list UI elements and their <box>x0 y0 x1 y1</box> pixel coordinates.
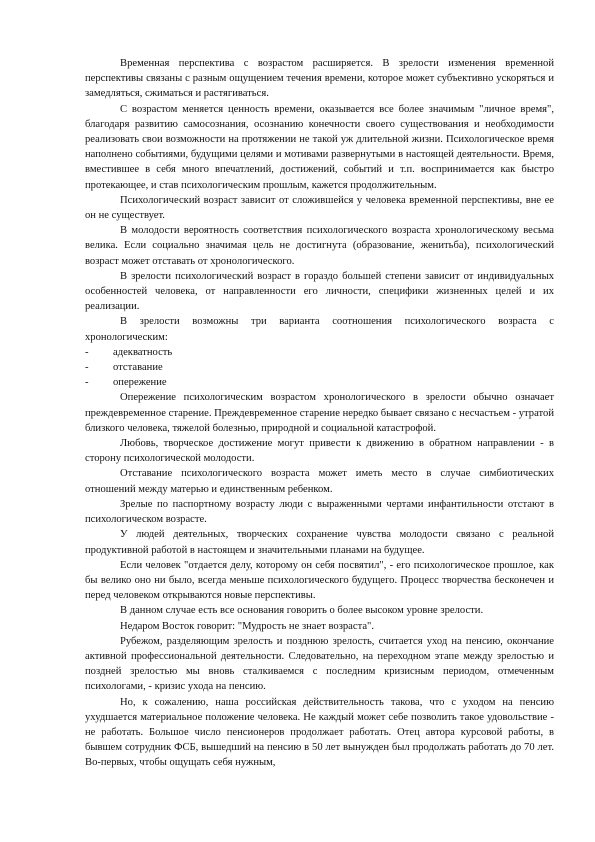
list-dash: - <box>85 362 89 374</box>
paragraph: Опережение психологическим возрастом хронологического в зрелости обычно означает преждевременное старение. Преждевременное старение нередко бывает связано с несчастьем - утратой близкого человека, тяжелой болезнью, природной и социальной катастрофой. <box>85 392 554 434</box>
paragraph: У людей деятельных, творческих сохранение чувства молодости связано с реальной продуктивной работой в настоящем и значительными планами на будущее. <box>85 529 554 556</box>
paragraph: Любовь, творческое достижение могут привести к движению в обратном направлении - в сторону психологической молодости. <box>85 438 554 465</box>
variants-list <box>85 345 554 391</box>
paragraph: Рубежом, разделяющим зрелость и позднюю зрелость, считается уход на пенсию, окончание активной профессиональной деятельности. Следовательно, на переходном этапе между зрелостью и поздней зрелостью мы вновь сталкиваемся с последним кризисным периодом, отмеченным психологами, - кризис ухода на пенсию. <box>85 635 554 693</box>
list-dash: - <box>85 346 89 358</box>
paragraph: Если человек "отдается делу, которому он себя посвятил", - его психологическое прошлое, как бы велико оно ни было, всегда меньше психологического будущего. Процесс творчества бесконечен и перед человеком открываются новые перспективы. <box>85 559 554 602</box>
list-dash: - <box>85 377 89 389</box>
paragraph: В молодости вероятность соответствия психологического возраста хронологическому весьма велика. Если социально значимая цель не достигнута (образование, женитьба), психологический возраст может отставать от хронологического. <box>85 225 554 267</box>
paragraph: В зрелости психологический возраст в гораздо большей степени зависит от индивидуальных особенностей человека, от направленности его личности, специфики жизненных целей и их реализации. <box>85 270 554 313</box>
list-item-text: адекватность <box>113 346 173 358</box>
paragraph: В данном случае есть все основания говорить о более высоком уровне зрелости. <box>120 605 484 617</box>
paragraph: Психологический возраст зависит от сложившейся у человека временной перспективы, вне ее он не существует. <box>85 194 554 222</box>
body-text <box>85 56 554 771</box>
list-item <box>85 360 554 375</box>
paragraph: Временная перспектива с возрастом расширяется. В зрелости изменения временной перспективы связаны с разным ощущением течения времени, которое может субъективно ускоряться и замедляться, сжиматься и растягиваться. <box>85 58 554 100</box>
paragraph: Недаром Восток говорит: "Мудрость не знает возраста". <box>120 620 375 632</box>
paragraph: Отставание психологического возраста может иметь место в случае симбиотических отношений между матерью и единственным ребенком. <box>85 468 554 495</box>
paragraph: Но, к сожалению, наша российская действительность такова, что с уходом на пенсию ухудшается материальное положение человека. Не каждый может себе позволить такое удовольствие - не работать. Большое число пенсионеров продолжает работать. Отец автора курсовой работы, в бывшем сотрудник ФСБ, вышедший на пенсию в 50 лет вынужден был продолжать работать до 70 лет. Во-первых, чтобы ощущать себя нужным, <box>85 696 554 769</box>
paragraph: С возрастом меняется ценность времени, оказывается все более значимым "личное время", благодаря развитию самосознания, осознанию конечности своего существования и необходимости реализовать свои возможности на протяжении не такой уж длительной жизни. Психологическое время наполнено событиями, будущими целями и мотивами развернутыми в настоящей деятельности. Время, вместившее в себя много впечатлений, достижений, событий и т.п. воспринимается как быстро протекающее, и став психологическим прошлым, кажется продолжительным. <box>85 103 554 191</box>
list-item <box>85 345 554 360</box>
list-item-text: отставание <box>113 362 163 374</box>
list-item-text: опережение <box>113 377 167 389</box>
paragraph: Зрелые по паспортному возрасту люди с выраженными чертами инфантильности отстают в психологическом возрасте. <box>85 498 554 526</box>
list-item <box>85 375 554 390</box>
paragraph: В зрелости возможны три варианта соотношения психологического возраста с хронологическим: <box>85 316 554 343</box>
